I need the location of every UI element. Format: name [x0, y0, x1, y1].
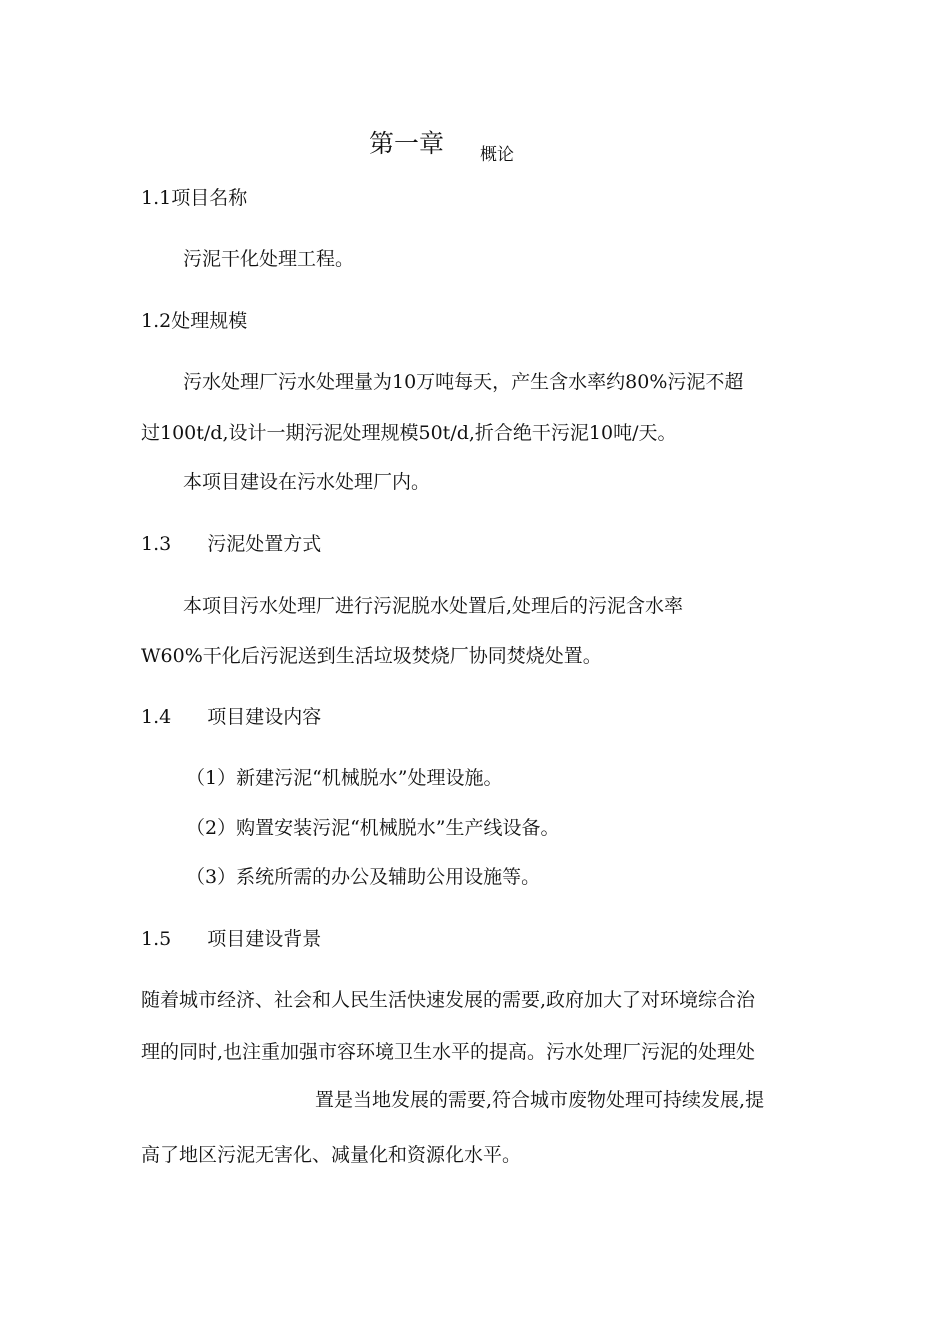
- section-1-5-line1: 随着城市经济、社会和人民生活快速发展的需要,政府加大了对环境综合治: [141, 989, 756, 1011]
- section-1-2-para1-line2: 过100t/d,设计一期污泥处理规模50t/d,折合绝干污泥10吨/天。: [141, 422, 677, 444]
- chapter-title: 概论: [480, 145, 514, 165]
- section-1-5-line3: 置是当地发展的需要,符合城市废物处理可持续发展,提: [315, 1089, 765, 1111]
- section-1-5-line4: 高了地区污泥无害化、减量化和资源化水平。: [141, 1144, 522, 1166]
- section-title: 项目建设内容: [207, 706, 322, 728]
- section-title: 项目建设背景: [207, 928, 322, 950]
- chapter-number: 第一章: [369, 129, 445, 158]
- section-number: 1.4: [141, 706, 172, 728]
- section-1-5-heading: [141, 927, 321, 951]
- section-number: 1.5: [141, 928, 172, 950]
- section-title: 污泥处置方式: [207, 533, 322, 555]
- list-item: （2）购置安装污泥“机械脱水”生产线设备。: [186, 817, 560, 839]
- section-1-5-line2: 理的同时,也注重加强市容环境卫生水平的提高。污水处理厂污泥的处理处: [141, 1041, 756, 1063]
- list-item: （1）新建污泥“机械脱水”处理设施。: [186, 767, 503, 789]
- section-1-4-heading: [141, 705, 321, 729]
- section-1-3-heading: [141, 532, 321, 556]
- section-1-1-body: 污泥干化处理工程。: [183, 248, 355, 270]
- section-number: 1.3: [141, 533, 172, 555]
- section-1-3-line1: 本项目污水处理厂进行污泥脱水处置后,处理后的污泥含水率: [183, 595, 684, 617]
- section-1-2-para1-line1: 污水处理厂污水处理量为10万吨每天，产生含水率约80%污泥不超: [183, 371, 744, 393]
- section-1-1-heading: 1.1项目名称: [141, 187, 248, 209]
- section-1-3-line2: W60%干化后污泥送到生活垃圾焚烧厂协同焚烧处置。: [141, 645, 602, 667]
- section-1-2-para2: 本项目建设在污水处理厂内。: [183, 471, 431, 493]
- list-item: （3）系统所需的办公及辅助公用设施等。: [186, 866, 541, 888]
- section-1-2-heading: 1.2处理规模: [141, 310, 248, 332]
